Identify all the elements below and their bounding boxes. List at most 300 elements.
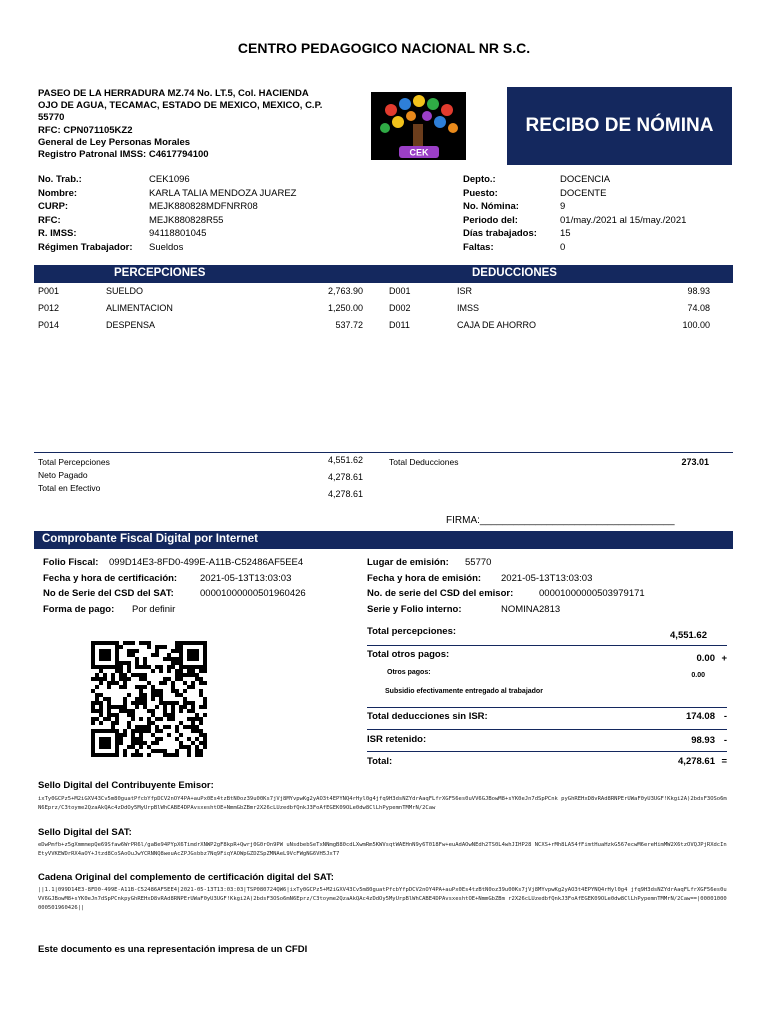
label: RFC:	[38, 214, 61, 226]
qr-module	[107, 741, 111, 745]
days-worked: 15	[560, 228, 571, 239]
document-title: RECIBO DE NÓMINA	[507, 87, 732, 165]
qr-module	[135, 737, 139, 741]
neto-label: Neto Pagado	[38, 470, 88, 480]
qr-module	[183, 725, 187, 729]
qr-module	[155, 729, 159, 733]
qr-module	[139, 685, 143, 689]
qr-module	[119, 677, 123, 681]
company-title: CENTRO PEDAGOGICO NACIONAL NR S.C.	[237, 40, 531, 56]
issuer-rfc: RFC: CPN071105KZ2	[38, 124, 133, 136]
qr-module	[99, 745, 103, 749]
qr-module	[99, 681, 103, 685]
qr-module	[115, 669, 119, 673]
sello-sat-label: Sello Digital del SAT:	[38, 827, 132, 838]
qr-module	[99, 705, 103, 709]
qr-module	[175, 649, 179, 653]
label: Régimen Trabajador:	[38, 241, 133, 253]
qr-module	[179, 733, 183, 737]
qr-module	[91, 721, 95, 725]
otros-pagos-sub-label: Otros pagos:	[387, 669, 431, 676]
summary-deducciones-label: Total deducciones sin ISR:	[367, 711, 488, 722]
qr-module	[195, 753, 199, 757]
qr-module	[199, 753, 203, 757]
qr-module	[139, 725, 143, 729]
qr-module	[171, 657, 175, 661]
qr-module	[119, 645, 123, 649]
qr-module	[195, 713, 199, 717]
summary-deducciones-value: 174.08	[685, 711, 715, 722]
qr-module	[115, 721, 119, 725]
qr-module	[191, 657, 195, 661]
qr-module	[199, 741, 203, 745]
qr-module	[139, 673, 143, 677]
qr-module	[111, 729, 115, 733]
qr-module	[111, 641, 115, 645]
qr-module	[187, 753, 191, 757]
qr-module	[179, 669, 183, 673]
qr-module	[107, 729, 111, 733]
label: R. IMSS:	[38, 228, 77, 239]
qr-module	[123, 753, 127, 757]
qr-module	[175, 749, 179, 753]
qr-module	[151, 653, 155, 657]
qr-module	[123, 705, 127, 709]
label: Periodo del:	[463, 214, 518, 226]
dept-value: DOCENCIA	[560, 174, 611, 185]
qr-module	[91, 745, 95, 749]
qr-module	[107, 713, 111, 717]
qr-module	[183, 701, 187, 705]
qr-module	[127, 713, 131, 717]
qr-module	[167, 753, 171, 757]
qr-module	[91, 741, 95, 745]
total-percepciones-value: 4,551.62	[327, 455, 363, 465]
qr-module	[159, 645, 163, 649]
amount: 1,250.00	[327, 303, 363, 313]
label: Folio Fiscal:	[43, 557, 99, 568]
qr-module	[191, 685, 195, 689]
qr-module	[91, 737, 95, 741]
qr-module	[155, 741, 159, 745]
qr-module	[167, 669, 171, 673]
qr-module	[167, 677, 171, 681]
qr-module	[111, 677, 115, 681]
qr-module	[203, 649, 207, 653]
cfdi-header	[34, 531, 733, 549]
qr-module	[99, 741, 103, 745]
qr-module	[175, 677, 179, 681]
qr-module	[115, 681, 119, 685]
qr-module	[147, 729, 151, 733]
qr-module	[115, 645, 119, 649]
qr-module	[199, 665, 203, 669]
qr-module	[103, 677, 107, 681]
label: Lugar de emisión:	[367, 557, 449, 568]
qr-module	[135, 657, 139, 661]
qr-module	[139, 737, 143, 741]
qr-module	[163, 645, 167, 649]
qr-module	[119, 685, 123, 689]
qr-module	[95, 753, 99, 757]
qr-module	[143, 729, 147, 733]
summary-isr-value: 98.93	[691, 735, 715, 746]
qr-module	[139, 733, 143, 737]
qr-module	[191, 729, 195, 733]
cadena-original-label: Cadena Original del complemento de certificación digital del SAT:	[38, 872, 334, 883]
summary-isr-sign: -	[723, 735, 727, 746]
qr-module	[191, 701, 195, 705]
qr-module	[155, 649, 159, 653]
qr-module	[171, 689, 175, 693]
label: No. de serie del CSD del emisor:	[367, 588, 514, 599]
qr-module	[131, 733, 135, 737]
qr-module	[199, 721, 203, 725]
qr-module	[107, 653, 111, 657]
qr-module	[127, 649, 131, 653]
qr-module	[115, 705, 119, 709]
qr-module	[123, 729, 127, 733]
qr-module	[143, 657, 147, 661]
qr-module	[123, 681, 127, 685]
efectivo-label: Total en Efectivo	[38, 483, 101, 493]
period-value: 01/may./2021 al 15/may./2021	[560, 214, 687, 226]
qr-module	[171, 665, 175, 669]
fecha-emision: 2021-05-13T13:03:03	[501, 572, 593, 584]
qr-module	[139, 677, 143, 681]
qr-module	[147, 717, 151, 721]
summary-total-sign: =	[721, 756, 727, 767]
qr-module	[155, 645, 159, 649]
qr-module	[119, 669, 123, 673]
qr-module	[175, 725, 179, 729]
qr-module	[99, 677, 103, 681]
qr-module	[127, 669, 131, 673]
qr-module	[127, 693, 131, 697]
divider	[367, 645, 727, 646]
summary-deducciones-sign: -	[723, 711, 727, 722]
qr-module	[195, 653, 199, 657]
summary-otros-value: 0.00	[696, 653, 715, 664]
qr-module	[139, 689, 143, 693]
qr-module	[159, 749, 163, 753]
qr-module	[103, 657, 107, 661]
qr-module	[119, 737, 123, 741]
divider	[367, 751, 727, 752]
qr-module	[195, 749, 199, 753]
qr-module	[167, 733, 171, 737]
qr-module	[175, 693, 179, 697]
qr-module	[155, 653, 159, 657]
qr-module	[115, 729, 119, 733]
qr-module	[183, 745, 187, 749]
qr-code	[90, 637, 208, 761]
qr-module	[131, 753, 135, 757]
qr-module	[151, 749, 155, 753]
qr-module	[187, 725, 191, 729]
qr-module	[127, 745, 131, 749]
qr-module	[183, 705, 187, 709]
code: D011	[389, 320, 410, 330]
qr-module	[179, 661, 183, 665]
qr-module	[195, 665, 199, 669]
qr-module	[187, 657, 191, 661]
qr-module	[91, 653, 95, 657]
qr-module	[199, 749, 203, 753]
otros-pagos-sub-value: 0.00	[691, 672, 705, 679]
qr-module	[103, 717, 107, 721]
qr-module	[127, 721, 131, 725]
qr-module	[203, 701, 207, 705]
concept: IMSS	[457, 303, 480, 313]
qr-module	[91, 701, 95, 705]
qr-module	[167, 701, 171, 705]
label: Fecha y hora de certificación:	[43, 572, 178, 584]
qr-module	[147, 641, 151, 645]
qr-module	[107, 665, 111, 669]
qr-module	[163, 753, 167, 757]
qr-module	[127, 661, 131, 665]
label: No. Trab.:	[38, 174, 82, 185]
qr-module	[135, 665, 139, 669]
qr-module	[115, 649, 119, 653]
qr-module	[203, 657, 207, 661]
summary-isr-label: ISR retenido:	[367, 734, 427, 745]
qr-module	[147, 709, 151, 713]
qr-module	[167, 657, 171, 661]
qr-module	[123, 641, 127, 645]
qr-module	[195, 677, 199, 681]
qr-module	[143, 705, 147, 709]
summary-total-label: Total:	[367, 756, 393, 767]
qr-module	[103, 741, 107, 745]
footer-note: Este documento es una representación impresa de un CFDI	[38, 944, 308, 955]
divider	[34, 452, 733, 453]
qr-module	[179, 665, 183, 669]
qr-module	[135, 685, 139, 689]
qr-module	[187, 685, 191, 689]
qr-module	[163, 657, 167, 661]
qr-module	[151, 709, 155, 713]
qr-module	[95, 677, 99, 681]
qr-module	[115, 749, 119, 753]
qr-module	[163, 705, 167, 709]
qr-module	[159, 717, 163, 721]
cfdi-heading: Comprobante Fiscal Digital por Internet	[42, 533, 258, 545]
code: P012	[38, 303, 60, 313]
qr-module	[187, 653, 191, 657]
qr-module	[143, 661, 147, 665]
qr-module	[151, 685, 155, 689]
efectivo-value: 4,278.61	[327, 489, 363, 499]
qr-module	[147, 681, 151, 685]
qr-module	[103, 673, 107, 677]
qr-module	[199, 681, 203, 685]
qr-module	[203, 661, 207, 665]
qr-module	[139, 701, 143, 705]
concept: ISR	[457, 286, 473, 296]
qr-module	[203, 733, 207, 737]
qr-module	[155, 725, 159, 729]
label: CURP:	[38, 201, 69, 212]
qr-module	[119, 709, 123, 713]
qr-module	[183, 665, 187, 669]
qr-module	[135, 649, 139, 653]
qr-module	[91, 753, 95, 757]
qr-module	[171, 753, 175, 757]
qr-module	[151, 741, 155, 745]
concept: ALIMENTACION	[106, 303, 173, 313]
qr-module	[203, 653, 207, 657]
qr-module	[199, 705, 203, 709]
qr-module	[91, 677, 95, 681]
qr-module	[119, 733, 123, 737]
qr-module	[159, 729, 163, 733]
qr-module	[175, 701, 179, 705]
qr-module	[95, 641, 99, 645]
summary-percepciones-label: Total percepciones:	[367, 626, 457, 637]
qr-module	[107, 745, 111, 749]
qr-module	[155, 705, 159, 709]
qr-module	[119, 661, 123, 665]
qr-module	[203, 745, 207, 749]
qr-module	[203, 645, 207, 649]
qr-module	[195, 745, 199, 749]
percepciones-heading: PERCEPCIONES	[114, 267, 206, 279]
position-value: DOCENTE	[560, 187, 607, 199]
qr-module	[183, 673, 187, 677]
label: No de Serie del CSD del SAT:	[43, 588, 174, 599]
qr-module	[143, 693, 147, 697]
neto-value: 4,278.61	[327, 472, 363, 482]
qr-module	[131, 741, 135, 745]
total-percepciones-label: Total Percepciones	[38, 457, 110, 467]
qr-module	[203, 697, 207, 701]
qr-module	[191, 641, 195, 645]
code: P001	[38, 286, 60, 296]
qr-module	[147, 721, 151, 725]
qr-module	[179, 709, 183, 713]
qr-module	[143, 697, 147, 701]
qr-module	[179, 745, 183, 749]
code: D002	[389, 303, 411, 313]
qr-module	[135, 749, 139, 753]
qr-module	[131, 729, 135, 733]
qr-module	[139, 665, 143, 669]
concept: DESPENSA	[106, 320, 156, 330]
qr-module	[175, 661, 179, 665]
qr-module	[167, 713, 171, 717]
qr-module	[107, 685, 111, 689]
qr-module	[187, 737, 191, 741]
earnings-deductions-header	[34, 265, 733, 283]
qr-module	[199, 641, 203, 645]
qr-module	[91, 657, 95, 661]
qr-module	[139, 697, 143, 701]
qr-module	[159, 689, 163, 693]
qr-module	[159, 697, 163, 701]
qr-module	[95, 665, 99, 669]
qr-module	[195, 673, 199, 677]
code: P014	[38, 320, 60, 330]
qr-module	[115, 745, 119, 749]
job-block	[463, 173, 733, 254]
qr-module	[143, 725, 147, 729]
qr-module	[187, 665, 191, 669]
qr-module	[131, 745, 135, 749]
qr-module	[123, 685, 127, 689]
qr-module	[175, 669, 179, 673]
qr-module	[111, 665, 115, 669]
qr-module	[123, 677, 127, 681]
qr-module	[139, 693, 143, 697]
qr-module	[199, 717, 203, 721]
csd-emisor: 00001000000503979171	[539, 588, 645, 599]
folio-fiscal: 099D14E3-8FD0-499E-A11B-C52486AF5EE4	[109, 557, 304, 568]
qr-module	[115, 657, 119, 661]
qr-module	[191, 669, 195, 673]
qr-module	[135, 753, 139, 757]
qr-module	[151, 697, 155, 701]
qr-module	[191, 673, 195, 677]
qr-module	[163, 701, 167, 705]
qr-module	[187, 649, 191, 653]
qr-module	[91, 717, 95, 721]
total-deducciones-label: Total Deducciones	[389, 457, 459, 467]
qr-module	[95, 673, 99, 677]
qr-module	[99, 693, 103, 697]
qr-module	[195, 717, 199, 721]
qr-module	[179, 673, 183, 677]
deducciones-heading: DEDUCCIONES	[472, 267, 557, 279]
qr-module	[135, 701, 139, 705]
summary-otros-sign: +	[721, 653, 727, 664]
cadena-original-text: ||1.1|099D14E3-8FD0-499E-A11B-C52486AF5EE4|2021-05-13T13:03:03|TSP080724QW6|ixTy0GCPz5+M2iGXV43Cv5m80guatPfcbYfpDCV2nOY4PA+auPx0Es4tzBtN0oz39u00Ks7jVj8MYvpwKg2yAO3t4EPYNQ4rHyl0g4 jfq9H3dsNZYdrAaqFLfrXGF56es0uVV6GJBowM8+sYK0eJn7dSpPCnkpyGhREHxD8vRAd8RNPErUWaF0yU3UGF!Kkgi2A)2bdsF3OSo6mN6Eprz/C3toyme2QzaAkQAc4zDdOy5MyUrpBlWhCABE4DPAvsxeshtOE+NmmGbZBm r2X26cLUzedbfQnkJ3FoAfEGEK09OLe0dw8ClLhPypemnTMMrN/2Caw==|00001000000501960426||	[38, 887, 727, 911]
qr-module	[139, 741, 143, 745]
qr-module	[119, 705, 123, 709]
qr-module	[143, 741, 147, 745]
qr-module	[171, 681, 175, 685]
qr-module	[103, 737, 107, 741]
employee-rfc: MEJK880828R55	[149, 214, 224, 226]
qr-module	[99, 729, 103, 733]
cfdi-left	[43, 556, 363, 618]
qr-module	[187, 749, 191, 753]
qr-module	[115, 741, 119, 745]
qr-module	[199, 689, 203, 693]
qr-module	[127, 653, 131, 657]
concept: CAJA DE AHORRO	[457, 320, 537, 330]
qr-module	[115, 713, 119, 717]
qr-module	[107, 709, 111, 713]
qr-module	[171, 661, 175, 665]
label: No. Nómina:	[463, 201, 519, 212]
qr-module	[195, 725, 199, 729]
amount: 74.08	[687, 303, 710, 313]
code: D001	[389, 286, 411, 296]
qr-module	[187, 641, 191, 645]
qr-module	[123, 701, 127, 705]
qr-module	[103, 729, 107, 733]
qr-module	[103, 653, 107, 657]
qr-module	[111, 753, 115, 757]
qr-module	[171, 701, 175, 705]
forma-pago: Por definir	[132, 603, 176, 615]
qr-module	[91, 749, 95, 753]
qr-module	[95, 717, 99, 721]
qr-module	[99, 665, 103, 669]
qr-module	[195, 729, 199, 733]
